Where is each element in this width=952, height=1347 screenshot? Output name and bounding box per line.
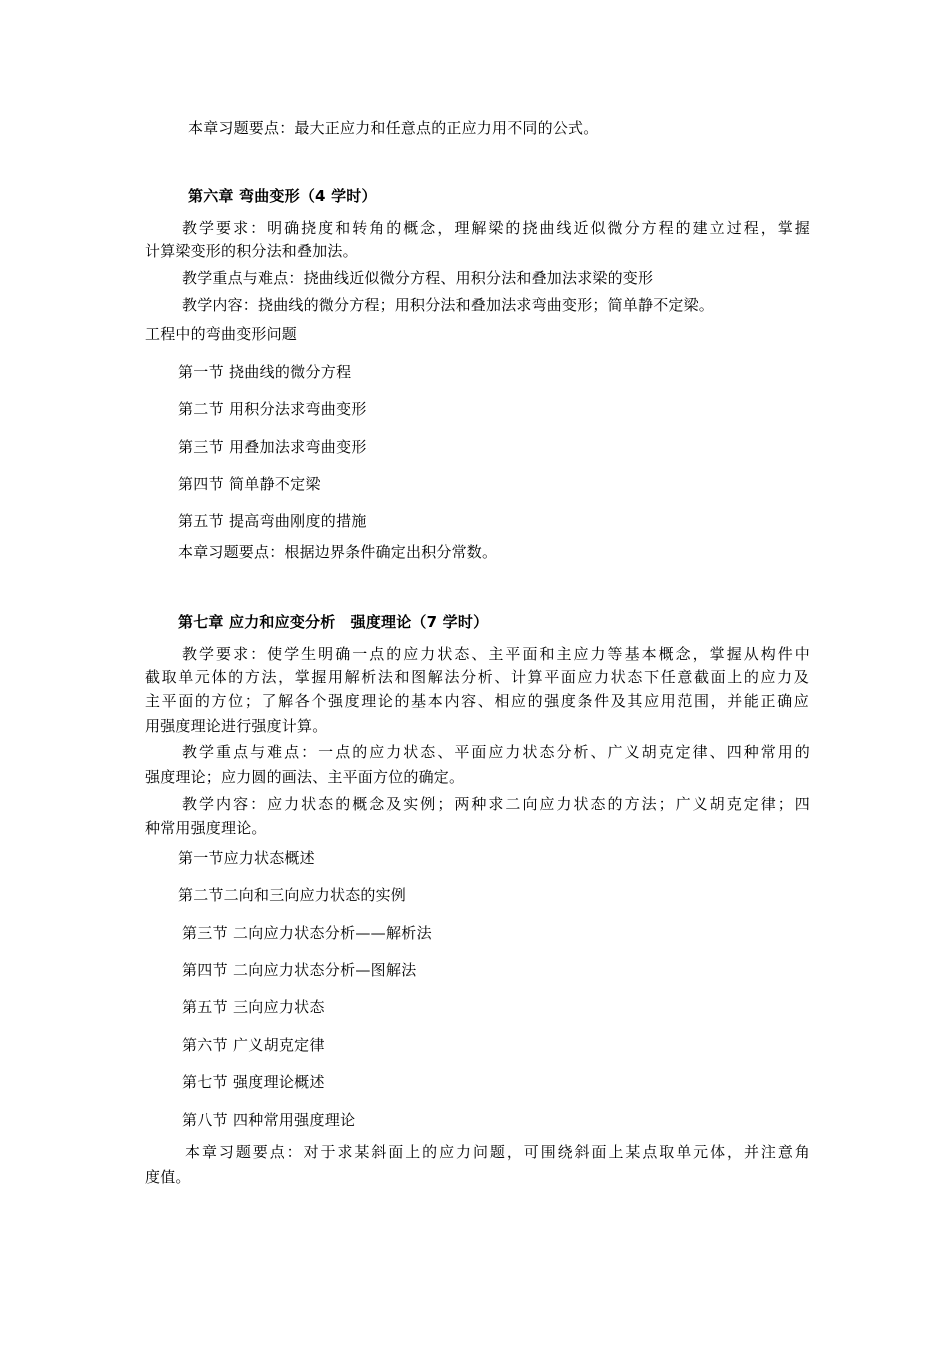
chapter-6-requirements-line1: 教学要求：明确挠度和转角的概念，理解梁的挠曲线近似微分方程的建立过程，掌握 bbox=[182, 219, 810, 237]
chapter-6-summary: 本章习题要点：根据边界条件确定出积分常数。 bbox=[178, 543, 498, 561]
chapter-7-content-line2: 种常用强度理论。 bbox=[145, 819, 267, 837]
chapter-6-intro: 工程中的弯曲变形问题 bbox=[145, 325, 298, 343]
chapter-6-section-2: 第二节 用积分法求弯曲变形 bbox=[178, 400, 367, 418]
chapter-6-section-1: 第一节 挠曲线的微分方程 bbox=[178, 363, 352, 381]
chapter-7-requirements-line1: 教学要求：使学生明确一点的应力状态、主平面和主应力等基本概念，掌握从构件中 bbox=[182, 645, 810, 663]
chapter-7-section-4: 第四节 二向应力状态分析—图解法 bbox=[182, 961, 417, 979]
chapter-7-section-7: 第七节 强度理论概述 bbox=[182, 1073, 325, 1091]
chapter-7-section-6: 第六节 广义胡克定律 bbox=[182, 1036, 325, 1054]
chapter-7-requirements-line4: 用强度理论进行强度计算。 bbox=[145, 717, 328, 735]
chapter-7-summary-line1: 本章习题要点：对于求某斜面上的应力问题，可围绕斜面上某点取单元体，并注意角 bbox=[185, 1143, 810, 1161]
chapter-7-section-3: 第三节 二向应力状态分析——解析法 bbox=[182, 924, 432, 942]
chapter-6-content: 教学内容：挠曲线的微分方程；用积分法和叠加法求弯曲变形；简单静不定梁。 bbox=[182, 296, 715, 314]
chapter-7-key-points-line2: 强度理论；应力圆的画法、主平面方位的确定。 bbox=[145, 768, 465, 786]
chapter-6-key-points: 教学重点与难点：挠曲线近似微分方程、用积分法和叠加法求梁的变形 bbox=[182, 269, 654, 287]
chapter-6-requirements-line2: 计算梁变形的积分法和叠加法。 bbox=[145, 242, 358, 260]
chapter-7-content-line1: 教学内容：应力状态的概念及实例；两种求二向应力状态的方法；广义胡克定律；四 bbox=[182, 795, 810, 813]
chapter-6-section-4: 第四节 简单静不定梁 bbox=[178, 475, 321, 493]
chapter-7-section-1: 第一节应力状态概述 bbox=[178, 849, 315, 867]
chapter-6-section-5: 第五节 提高弯曲刚度的措施 bbox=[178, 512, 367, 530]
chapter-7-requirements-line2: 截取单元体的方法，掌握用解析法和图解法分析、计算平面应力状态下任意截面上的应力及 bbox=[145, 668, 809, 686]
chapter-7-section-8: 第八节 四种常用强度理论 bbox=[182, 1111, 356, 1129]
chapter-7-section-2: 第二节二向和三向应力状态的实例 bbox=[178, 886, 407, 904]
chapter-7-title: 第七章 应力和应变分析 强度理论（7 学时） bbox=[178, 613, 489, 631]
chapter-6-section-3: 第三节 用叠加法求弯曲变形 bbox=[178, 438, 367, 456]
chapter-7-summary-line2: 度值。 bbox=[145, 1168, 191, 1186]
chapter-7-key-points-line1: 教学重点与难点：一点的应力状态、平面应力状态分析、广义胡克定律、四种常用的 bbox=[182, 743, 810, 761]
chapter-6-title: 第六章 弯曲变形（4 学时） bbox=[188, 187, 377, 205]
chapter-7-requirements-line3: 主平面的方位；了解各个强度理论的基本内容、相应的强度条件及其应用范围，并能正确应 bbox=[145, 692, 809, 710]
chapter-7-section-5: 第五节 三向应力状态 bbox=[182, 998, 325, 1016]
previous-chapter-summary: 本章习题要点：最大正应力和任意点的正应力用不同的公式。 bbox=[188, 119, 599, 137]
